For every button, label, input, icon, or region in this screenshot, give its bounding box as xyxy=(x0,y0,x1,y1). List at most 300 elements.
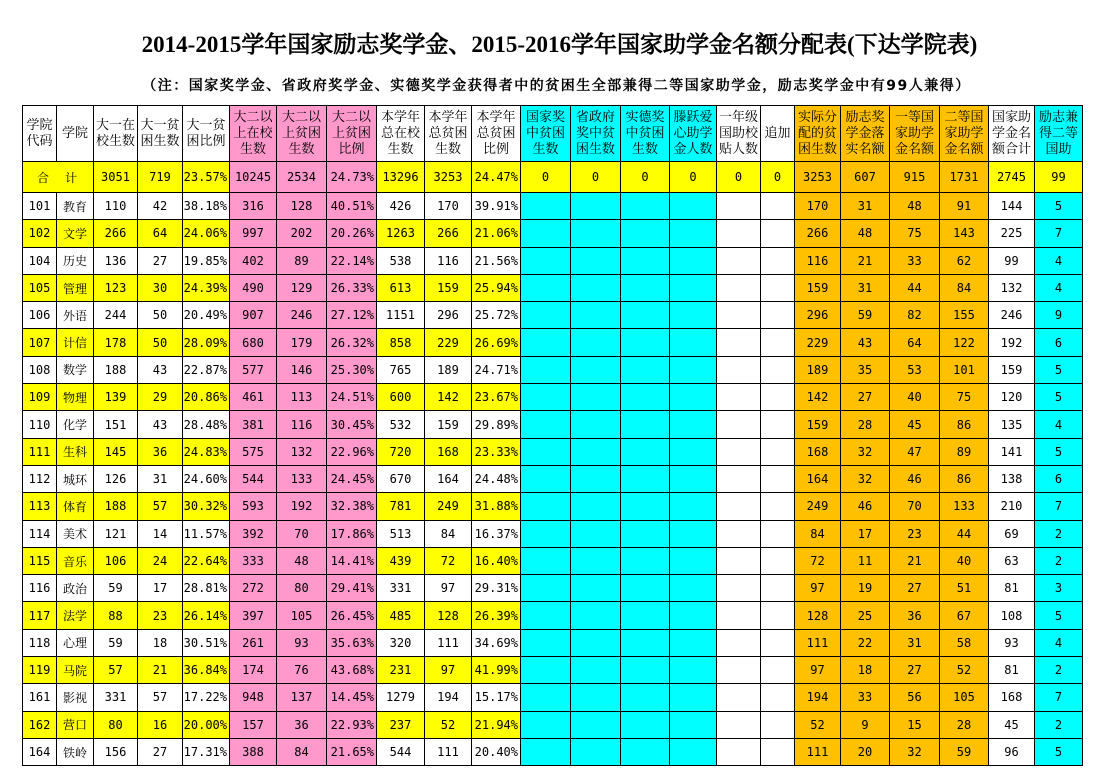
allocated-poor-cell: 97 xyxy=(795,575,841,602)
first-grade-aid-quota-cell: 70 xyxy=(890,493,940,520)
provincial-scholarship-poor-cell xyxy=(571,438,621,465)
second-grade-aid-quota-cell: 105 xyxy=(940,684,989,711)
inspirational-second-grade-header-label: 励志兼得二等国助 xyxy=(1039,109,1079,157)
total-enrolled-cell: 1279 xyxy=(377,684,425,711)
freshman-subsidy-count-cell xyxy=(717,274,761,301)
total-poor-ratio-header-label: 本学年总贫困比例 xyxy=(476,109,516,157)
total-poor-cell: 72 xyxy=(425,547,472,574)
freshman-enrolled-cell: 121 xyxy=(94,520,138,547)
allocated-poor-cell: 116 xyxy=(795,247,841,274)
college-code-header-label: 学院代码 xyxy=(26,117,53,149)
college-name-cell: 计信 xyxy=(57,329,94,356)
total-enrolled-total: 13296 xyxy=(377,162,425,193)
upper-poor-cell: 93 xyxy=(277,629,327,656)
freshman-enrolled-cell: 188 xyxy=(94,493,138,520)
college-code-cell: 107 xyxy=(23,329,57,356)
upper-poor-cell: 129 xyxy=(277,274,327,301)
total-poor-cell: 142 xyxy=(425,384,472,411)
inspirational-second-grade-cell: 3 xyxy=(1035,575,1083,602)
inspirational-second-grade-cell: 4 xyxy=(1035,274,1083,301)
upper-enrolled-cell: 316 xyxy=(230,193,277,220)
shide-scholarship-poor-cell xyxy=(621,575,670,602)
college-code-cell: 162 xyxy=(23,711,57,738)
inspirational-quota-cell: 31 xyxy=(841,274,890,301)
freshman-poor-total: 719 xyxy=(138,162,183,193)
college-name-cell: 政治 xyxy=(57,575,94,602)
national-scholarship-poor-cell xyxy=(521,465,571,492)
freshman-enrolled-cell: 244 xyxy=(94,302,138,329)
total-poor-ratio-cell: 15.17% xyxy=(472,684,521,711)
first-grade-aid-quota-cell: 46 xyxy=(890,465,940,492)
freshman-subsidy-count-cell xyxy=(717,711,761,738)
inspirational-second-grade-cell: 5 xyxy=(1035,193,1083,220)
tengyue-aid-count-cell xyxy=(670,193,717,220)
college-name-cell: 营口 xyxy=(57,711,94,738)
aid-quota-total-cell: 246 xyxy=(989,302,1035,329)
college-name-cell: 物理 xyxy=(57,384,94,411)
tengyue-aid-count-cell xyxy=(670,738,717,765)
table-row xyxy=(23,247,1083,274)
total-poor-cell: 116 xyxy=(425,247,472,274)
aid-quota-total-cell: 210 xyxy=(989,493,1035,520)
total-enrolled-cell: 720 xyxy=(377,438,425,465)
national-scholarship-poor-cell xyxy=(521,193,571,220)
supplement-cell xyxy=(761,493,795,520)
upper-poor-cell: 48 xyxy=(277,547,327,574)
total-poor-ratio-cell: 41.99% xyxy=(472,657,521,684)
aid-quota-total-cell: 99 xyxy=(989,247,1035,274)
upper-enrolled-cell: 948 xyxy=(230,684,277,711)
inspirational-quota-cell: 43 xyxy=(841,329,890,356)
total-poor-cell: 194 xyxy=(425,684,472,711)
upper-poor-cell: 132 xyxy=(277,438,327,465)
total-poor-cell: 168 xyxy=(425,438,472,465)
inspirational-quota-cell: 19 xyxy=(841,575,890,602)
freshman-enrolled-cell: 123 xyxy=(94,274,138,301)
upper-poor-ratio-cell: 43.68% xyxy=(327,657,377,684)
upper-enrolled-cell: 575 xyxy=(230,438,277,465)
total-poor-cell: 159 xyxy=(425,411,472,438)
college-code-cell: 161 xyxy=(23,684,57,711)
college-name-header-label: 学院 xyxy=(61,125,88,141)
inspirational-second-grade-cell: 4 xyxy=(1035,247,1083,274)
second-grade-aid-quota-total: 1731 xyxy=(940,162,989,193)
shide-scholarship-poor-cell xyxy=(621,302,670,329)
upper-enrolled-cell: 388 xyxy=(230,738,277,765)
freshman-poor-ratio-cell: 22.64% xyxy=(183,547,230,574)
allocated-poor-cell: 128 xyxy=(795,602,841,629)
second-grade-aid-quota-cell: 89 xyxy=(940,438,989,465)
inspirational-second-grade-cell: 5 xyxy=(1035,438,1083,465)
freshman-enrolled-cell: 106 xyxy=(94,547,138,574)
supplement-cell xyxy=(761,384,795,411)
supplement-cell xyxy=(761,684,795,711)
freshman-enrolled-cell: 110 xyxy=(94,193,138,220)
upper-poor-ratio-cell: 22.14% xyxy=(327,247,377,274)
total-poor-ratio-cell: 29.31% xyxy=(472,575,521,602)
freshman-subsidy-count-cell xyxy=(717,356,761,383)
college-name-cell: 生科 xyxy=(57,438,94,465)
inspirational-quota-cell: 48 xyxy=(841,220,890,247)
allocated-poor-cell: 296 xyxy=(795,302,841,329)
shide-scholarship-poor-cell xyxy=(621,657,670,684)
allocation-table xyxy=(22,105,1083,766)
total-enrolled-cell: 613 xyxy=(377,274,425,301)
provincial-scholarship-poor-cell xyxy=(571,602,621,629)
first-grade-aid-quota-cell: 47 xyxy=(890,438,940,465)
national-scholarship-poor-total: 0 xyxy=(521,162,571,193)
aid-quota-total-cell: 225 xyxy=(989,220,1035,247)
tengyue-aid-count-cell xyxy=(670,465,717,492)
total-poor-cell: 97 xyxy=(425,657,472,684)
first-grade-aid-quota-cell: 48 xyxy=(890,193,940,220)
freshman-poor-ratio-cell: 17.22% xyxy=(183,684,230,711)
total-poor-ratio-cell: 21.94% xyxy=(472,711,521,738)
upper-enrolled-cell: 490 xyxy=(230,274,277,301)
freshman-enrolled-cell: 188 xyxy=(94,356,138,383)
table-row xyxy=(23,356,1083,383)
freshman-enrolled-cell: 145 xyxy=(94,438,138,465)
national-scholarship-poor-cell xyxy=(521,384,571,411)
second-grade-aid-quota-cell: 155 xyxy=(940,302,989,329)
provincial-scholarship-poor-header-label: 省政府奖中贫困生数 xyxy=(576,109,616,157)
table-row xyxy=(23,547,1083,574)
second-grade-aid-quota-cell: 28 xyxy=(940,711,989,738)
upper-poor-cell: 89 xyxy=(277,247,327,274)
total-poor-ratio-cell: 16.40% xyxy=(472,547,521,574)
supplement-cell xyxy=(761,438,795,465)
shide-scholarship-poor-cell xyxy=(621,547,670,574)
college-name-cell: 城环 xyxy=(57,465,94,492)
freshman-enrolled-cell: 57 xyxy=(94,657,138,684)
provincial-scholarship-poor-cell xyxy=(571,384,621,411)
college-name-header xyxy=(57,106,94,162)
table-row xyxy=(23,274,1083,301)
freshman-poor-ratio-cell: 30.32% xyxy=(183,493,230,520)
upper-poor-ratio-cell: 24.45% xyxy=(327,465,377,492)
freshman-subsidy-count-cell xyxy=(717,302,761,329)
total-enrolled-cell: 858 xyxy=(377,329,425,356)
freshman-subsidy-count-cell xyxy=(717,575,761,602)
aid-quota-total-cell: 138 xyxy=(989,465,1035,492)
first-grade-aid-quota-cell: 33 xyxy=(890,247,940,274)
first-grade-aid-quota-cell: 44 xyxy=(890,274,940,301)
college-code-cell: 105 xyxy=(23,274,57,301)
total-poor-cell: 84 xyxy=(425,520,472,547)
total-enrolled-cell: 1151 xyxy=(377,302,425,329)
total-poor-cell: 159 xyxy=(425,274,472,301)
inspirational-second-grade-cell: 2 xyxy=(1035,547,1083,574)
aid-quota-total-cell: 69 xyxy=(989,520,1035,547)
aid-quota-total-cell: 108 xyxy=(989,602,1035,629)
table-row xyxy=(23,575,1083,602)
tengyue-aid-count-cell xyxy=(670,493,717,520)
freshman-subsidy-count-cell xyxy=(717,220,761,247)
provincial-scholarship-poor-cell xyxy=(571,302,621,329)
inspirational-second-grade-header xyxy=(1035,106,1083,162)
shide-scholarship-poor-cell xyxy=(621,193,670,220)
second-grade-aid-quota-cell: 58 xyxy=(940,629,989,656)
national-scholarship-poor-cell xyxy=(521,738,571,765)
provincial-scholarship-poor-cell xyxy=(571,411,621,438)
provincial-scholarship-poor-cell xyxy=(571,329,621,356)
inspirational-quota-cell: 33 xyxy=(841,684,890,711)
provincial-scholarship-poor-cell xyxy=(571,356,621,383)
upper-poor-ratio-cell: 17.86% xyxy=(327,520,377,547)
total-enrolled-cell: 426 xyxy=(377,193,425,220)
upper-poor-cell: 116 xyxy=(277,411,327,438)
second-grade-aid-quota-cell: 67 xyxy=(940,602,989,629)
upper-enrolled-cell: 402 xyxy=(230,247,277,274)
shide-scholarship-poor-header-label: 实德奖中贫困生数 xyxy=(625,109,665,157)
total-poor-cell: 229 xyxy=(425,329,472,356)
total-enrolled-cell: 231 xyxy=(377,657,425,684)
inspirational-quota-cell: 17 xyxy=(841,520,890,547)
shide-scholarship-poor-cell xyxy=(621,711,670,738)
college-code-cell: 108 xyxy=(23,356,57,383)
total-poor-header xyxy=(425,106,472,162)
total-poor-ratio-cell: 21.56% xyxy=(472,247,521,274)
freshman-poor-ratio-cell: 24.39% xyxy=(183,274,230,301)
allocated-poor-cell: 52 xyxy=(795,711,841,738)
total-poor-ratio-cell: 20.40% xyxy=(472,738,521,765)
table-row xyxy=(23,738,1083,765)
college-code-cell: 117 xyxy=(23,602,57,629)
college-code-cell: 109 xyxy=(23,384,57,411)
freshman-poor-ratio-cell: 24.60% xyxy=(183,465,230,492)
tengyue-aid-count-cell xyxy=(670,384,717,411)
upper-poor-ratio-cell: 22.96% xyxy=(327,438,377,465)
freshman-poor-cell: 14 xyxy=(138,520,183,547)
inspirational-quota-cell: 20 xyxy=(841,738,890,765)
tengyue-aid-count-cell xyxy=(670,220,717,247)
supplement-cell xyxy=(761,602,795,629)
total-poor-cell: 189 xyxy=(425,356,472,383)
provincial-scholarship-poor-cell xyxy=(571,493,621,520)
allocated-poor-cell: 142 xyxy=(795,384,841,411)
tengyue-aid-count-cell xyxy=(670,575,717,602)
upper-enrolled-cell: 397 xyxy=(230,602,277,629)
provincial-scholarship-poor-cell xyxy=(571,684,621,711)
freshman-enrolled-cell: 88 xyxy=(94,602,138,629)
college-code-cell: 113 xyxy=(23,493,57,520)
national-scholarship-poor-cell xyxy=(521,602,571,629)
total-poor-cell: 296 xyxy=(425,302,472,329)
national-scholarship-poor-cell xyxy=(521,220,571,247)
inspirational-second-grade-total: 99 xyxy=(1035,162,1083,193)
tengyue-aid-count-cell xyxy=(670,247,717,274)
second-grade-aid-quota-header xyxy=(940,106,989,162)
upper-enrolled-cell: 174 xyxy=(230,657,277,684)
allocated-poor-cell: 72 xyxy=(795,547,841,574)
national-scholarship-poor-cell xyxy=(521,247,571,274)
total-enrolled-cell: 331 xyxy=(377,575,425,602)
second-grade-aid-quota-cell: 51 xyxy=(940,575,989,602)
upper-poor-ratio-cell: 32.38% xyxy=(327,493,377,520)
total-poor-ratio-cell: 39.91% xyxy=(472,193,521,220)
first-grade-aid-quota-cell: 32 xyxy=(890,738,940,765)
college-name-cell: 数学 xyxy=(57,356,94,383)
freshman-poor-ratio-cell: 24.06% xyxy=(183,220,230,247)
aid-quota-total-cell: 120 xyxy=(989,384,1035,411)
freshman-subsidy-count-cell xyxy=(717,493,761,520)
tengyue-aid-count-cell xyxy=(670,711,717,738)
second-grade-aid-quota-cell: 122 xyxy=(940,329,989,356)
provincial-scholarship-poor-cell xyxy=(571,657,621,684)
freshman-poor-cell: 43 xyxy=(138,411,183,438)
inspirational-quota-total: 607 xyxy=(841,162,890,193)
total-poor-ratio-cell: 23.67% xyxy=(472,384,521,411)
total-poor-ratio-cell: 24.48% xyxy=(472,465,521,492)
freshman-poor-ratio-cell: 38.18% xyxy=(183,193,230,220)
tengyue-aid-count-cell xyxy=(670,684,717,711)
tengyue-aid-count-cell xyxy=(670,629,717,656)
total-poor-ratio-cell: 34.69% xyxy=(472,629,521,656)
supplement-cell xyxy=(761,575,795,602)
total-poor-cell: 164 xyxy=(425,465,472,492)
national-scholarship-poor-cell xyxy=(521,629,571,656)
freshman-poor-ratio-cell: 26.14% xyxy=(183,602,230,629)
college-name-cell: 美术 xyxy=(57,520,94,547)
freshman-poor-cell: 50 xyxy=(138,302,183,329)
freshman-enrolled-cell: 156 xyxy=(94,738,138,765)
supplement-cell xyxy=(761,738,795,765)
freshman-poor-ratio-cell: 20.49% xyxy=(183,302,230,329)
second-grade-aid-quota-cell: 91 xyxy=(940,193,989,220)
total-poor-cell: 128 xyxy=(425,602,472,629)
inspirational-second-grade-cell: 7 xyxy=(1035,493,1083,520)
freshman-enrolled-cell: 59 xyxy=(94,575,138,602)
upper-poor-ratio-cell: 14.41% xyxy=(327,547,377,574)
table-row xyxy=(23,465,1083,492)
upper-poor-cell: 80 xyxy=(277,575,327,602)
header-row xyxy=(23,106,1083,162)
freshman-subsidy-count-cell xyxy=(717,411,761,438)
freshman-poor-cell: 31 xyxy=(138,465,183,492)
shide-scholarship-poor-cell xyxy=(621,465,670,492)
upper-enrolled-cell: 157 xyxy=(230,711,277,738)
second-grade-aid-quota-cell: 40 xyxy=(940,547,989,574)
second-grade-aid-quota-cell: 84 xyxy=(940,274,989,301)
table-row xyxy=(23,629,1083,656)
first-grade-aid-quota-cell: 36 xyxy=(890,602,940,629)
shide-scholarship-poor-cell xyxy=(621,274,670,301)
upper-enrolled-cell: 997 xyxy=(230,220,277,247)
total-enrolled-header xyxy=(377,106,425,162)
second-grade-aid-quota-cell: 59 xyxy=(940,738,989,765)
inspirational-second-grade-cell: 9 xyxy=(1035,302,1083,329)
second-grade-aid-quota-header-label: 二等国家助学金名额 xyxy=(944,109,984,157)
upper-enrolled-cell: 907 xyxy=(230,302,277,329)
freshman-poor-ratio-cell: 22.87% xyxy=(183,356,230,383)
shide-scholarship-poor-cell xyxy=(621,602,670,629)
tengyue-aid-count-cell xyxy=(670,547,717,574)
upper-enrolled-cell: 593 xyxy=(230,493,277,520)
aid-quota-total-cell: 81 xyxy=(989,657,1035,684)
allocated-poor-cell: 159 xyxy=(795,274,841,301)
total-enrolled-cell: 600 xyxy=(377,384,425,411)
supplement-cell xyxy=(761,657,795,684)
total-poor-cell: 266 xyxy=(425,220,472,247)
freshman-poor-ratio-cell: 19.85% xyxy=(183,247,230,274)
total-poor-ratio-cell: 16.37% xyxy=(472,520,521,547)
provincial-scholarship-poor-cell xyxy=(571,629,621,656)
upper-enrolled-total: 10245 xyxy=(230,162,277,193)
second-grade-aid-quota-cell: 143 xyxy=(940,220,989,247)
national-scholarship-poor-cell xyxy=(521,356,571,383)
inspirational-quota-header-label: 励志奖学金落实名额 xyxy=(845,109,885,157)
aid-quota-total-header-label: 国家助学金名额合计 xyxy=(992,109,1032,157)
shide-scholarship-poor-cell xyxy=(621,438,670,465)
allocated-poor-cell: 249 xyxy=(795,493,841,520)
supplement-cell xyxy=(761,711,795,738)
total-enrolled-cell: 670 xyxy=(377,465,425,492)
tengyue-aid-count-cell xyxy=(670,602,717,629)
total-poor-cell: 97 xyxy=(425,575,472,602)
first-grade-aid-quota-cell: 45 xyxy=(890,411,940,438)
freshman-poor-header-label: 大一贫困生数 xyxy=(140,117,180,149)
allocated-poor-cell: 194 xyxy=(795,684,841,711)
total-poor-ratio-cell: 25.94% xyxy=(472,274,521,301)
freshman-poor-cell: 18 xyxy=(138,629,183,656)
supplement-cell xyxy=(761,329,795,356)
inspirational-quota-cell: 22 xyxy=(841,629,890,656)
national-scholarship-poor-cell xyxy=(521,575,571,602)
college-name-cell: 音乐 xyxy=(57,547,94,574)
freshman-subsidy-count-total: 0 xyxy=(717,162,761,193)
allocated-poor-cell: 170 xyxy=(795,193,841,220)
inspirational-quota-cell: 9 xyxy=(841,711,890,738)
supplement-header-label: 追加 xyxy=(764,125,791,141)
upper-poor-ratio-cell: 24.51% xyxy=(327,384,377,411)
second-grade-aid-quota-cell: 86 xyxy=(940,411,989,438)
inspirational-quota-cell: 11 xyxy=(841,547,890,574)
upper-enrolled-cell: 272 xyxy=(230,575,277,602)
freshman-subsidy-count-cell xyxy=(717,193,761,220)
college-code-cell: 119 xyxy=(23,657,57,684)
freshman-poor-ratio-header-label: 大一贫困比例 xyxy=(186,117,226,149)
college-code-cell: 164 xyxy=(23,738,57,765)
college-name-cell: 教育 xyxy=(57,193,94,220)
freshman-subsidy-count-cell xyxy=(717,657,761,684)
upper-poor-ratio-header-label: 大二以上贫困比例 xyxy=(332,109,372,157)
freshman-poor-ratio-header xyxy=(183,106,230,162)
inspirational-second-grade-cell: 2 xyxy=(1035,711,1083,738)
shide-scholarship-poor-cell xyxy=(621,329,670,356)
provincial-scholarship-poor-cell xyxy=(571,193,621,220)
inspirational-second-grade-cell: 2 xyxy=(1035,520,1083,547)
upper-poor-cell: 179 xyxy=(277,329,327,356)
freshman-poor-cell: 16 xyxy=(138,711,183,738)
freshman-poor-cell: 43 xyxy=(138,356,183,383)
allocated-poor-cell: 97 xyxy=(795,657,841,684)
first-grade-aid-quota-cell: 75 xyxy=(890,220,940,247)
aid-quota-total-cell: 63 xyxy=(989,547,1035,574)
first-grade-aid-quota-cell: 27 xyxy=(890,657,940,684)
provincial-scholarship-poor-total: 0 xyxy=(571,162,621,193)
national-scholarship-poor-cell xyxy=(521,684,571,711)
college-name-cell: 体育 xyxy=(57,493,94,520)
first-grade-aid-quota-header-label: 一等国家助学金名额 xyxy=(895,109,935,157)
freshman-poor-ratio-cell: 28.48% xyxy=(183,411,230,438)
provincial-scholarship-poor-cell xyxy=(571,738,621,765)
total-enrolled-cell: 237 xyxy=(377,711,425,738)
national-scholarship-poor-cell xyxy=(521,520,571,547)
tengyue-aid-count-cell xyxy=(670,329,717,356)
freshman-poor-ratio-cell: 17.31% xyxy=(183,738,230,765)
freshman-poor-cell: 23 xyxy=(138,602,183,629)
upper-poor-ratio-cell: 21.65% xyxy=(327,738,377,765)
